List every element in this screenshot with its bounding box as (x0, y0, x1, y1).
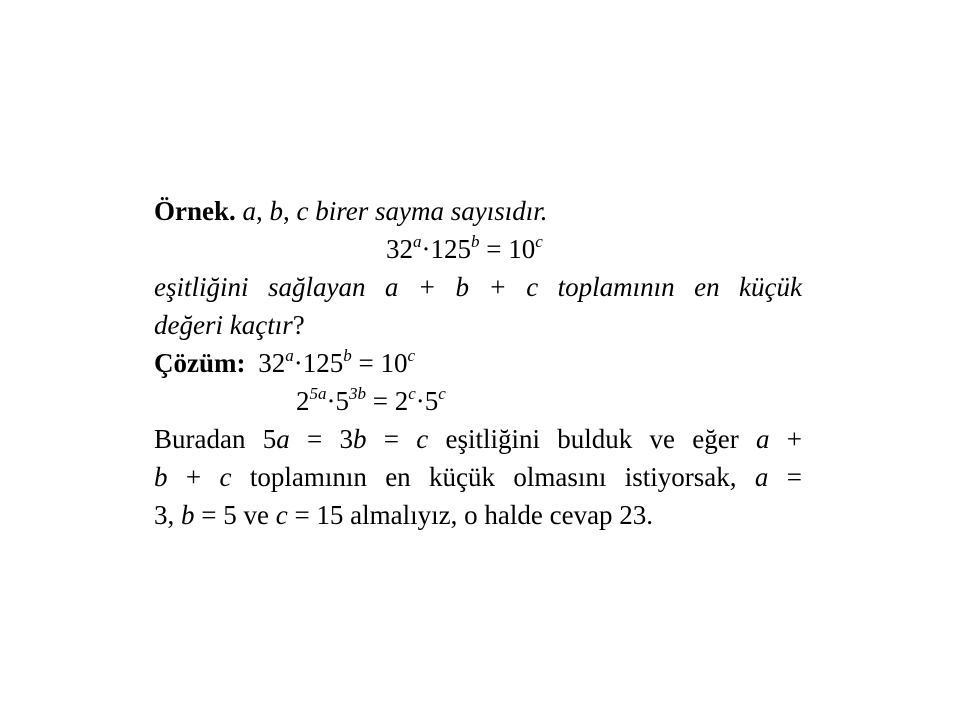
text: + (167, 462, 220, 492)
eq-exponent: c (408, 384, 416, 403)
text: = (768, 462, 803, 492)
eq-exponent: c (407, 346, 416, 365)
text: = 5 ve (194, 500, 276, 530)
eq-equals: = (351, 348, 381, 378)
eq-exponent: 5a (309, 384, 327, 403)
text: + (769, 424, 803, 454)
eq-base: 5 (424, 386, 439, 416)
text: = 15 almalıyız, o halde cevap 23. (287, 500, 654, 530)
var-c: c (219, 462, 232, 492)
text: Buradan 5 (154, 424, 277, 454)
eq-dot: · (293, 348, 303, 378)
eq-dot: · (421, 234, 431, 264)
var-b: b (181, 500, 195, 530)
eq-base: 2 (296, 386, 310, 416)
eq-exponent: a (285, 346, 294, 365)
intro-text: c birer sayma sayısıdır. (296, 196, 548, 226)
eq-exponent: 3b (349, 384, 366, 403)
var-a: a (276, 424, 290, 454)
question-line-2 (154, 308, 305, 342)
comma: , (283, 196, 297, 226)
solution-line-1 (154, 346, 415, 380)
var-a: a (756, 424, 770, 454)
example-heading: Örnek. (154, 196, 236, 226)
eq-base: 5 (335, 386, 349, 416)
eq-equals: = (366, 386, 395, 416)
var-b: b (154, 462, 168, 492)
example-equation (386, 232, 543, 266)
eq-exponent: b (343, 346, 352, 365)
text: toplamının en küçük olmasını istiyorsak, (231, 462, 755, 492)
question-text: değeri kaçtır (154, 310, 293, 340)
eq-exponent: c (438, 384, 446, 403)
eq-exponent: a (413, 232, 422, 251)
eq-dot: · (415, 386, 425, 416)
solution-heading: Çözüm: (154, 348, 246, 378)
text: 3, (154, 500, 181, 530)
text: = 3 (289, 424, 353, 454)
var-a: a (754, 462, 769, 492)
explanation-line-3 (154, 498, 653, 532)
explanation-line-2 (154, 460, 802, 494)
eq-base: 2 (394, 386, 409, 416)
var-c: c (275, 500, 288, 530)
eq-base: 10 (380, 348, 408, 378)
eq-dot: · (326, 386, 336, 416)
example-intro-line (154, 194, 548, 228)
eq-base: 32 (386, 234, 413, 264)
var-b: b (353, 424, 367, 454)
comma: , (256, 196, 270, 226)
solution-line-2 (296, 384, 446, 418)
explanation-line-1 (154, 422, 802, 456)
var-a: a (242, 196, 257, 226)
eq-equals: = (479, 234, 509, 264)
eq-base: 32 (258, 348, 286, 378)
eq-exponent: b (471, 232, 480, 251)
eq-base: 125 (430, 234, 471, 264)
eq-base: 10 (508, 234, 536, 264)
text: = (366, 424, 417, 454)
text: eşitliğini bulduk ve eğer (428, 424, 757, 454)
eq-base: 125 (302, 348, 344, 378)
var-c: c (416, 424, 429, 454)
question-line-1: eşitliğini sağlayan a + b + c toplamının en küçük (154, 272, 802, 302)
eq-exponent: c (535, 232, 543, 251)
var-b: b (269, 196, 284, 226)
question-mark: ? (292, 310, 305, 340)
